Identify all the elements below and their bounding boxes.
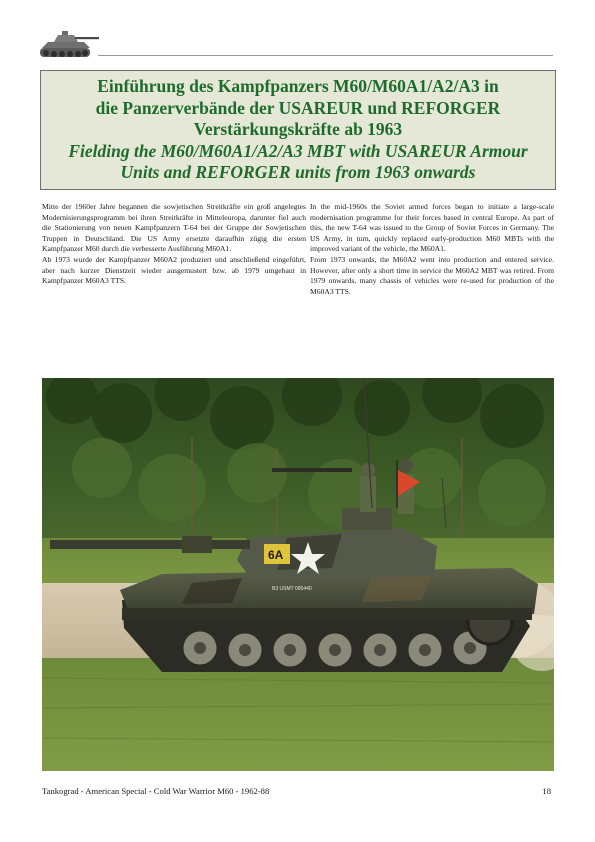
tank-photo (42, 378, 554, 771)
title-english-line-1: Fielding the M60/M60A1/A2/A3 MBT with USAREUR Armour (68, 140, 528, 161)
svg-text:B3 USMT 095440: B3 USMT 095440 (272, 586, 312, 592)
svg-text:6A: 6A (268, 548, 284, 562)
english-column (310, 202, 554, 297)
page-number: 18 (542, 786, 551, 796)
title-german-line-3: Verstärkungskräfte ab 1963 (193, 119, 403, 139)
title-box (40, 70, 556, 190)
german-paragraph-1: Mitte der 1960er Jahre begannen die sowjetischen Streitkräfte ein groß angelegtes Modernisierungsprogramm bei ihren Streitkräfte in Mitteleuropa, darunter fiel auch die Stationierung von neuen Kampfpanzern T-64 bei der Gruppe der Sowjetischen Truppen in Deutschland. Die US Army ersetzte daraufhin zügig die ersten Kampfpanzer M60 durch die verbesserte Ausführung M60A1. (42, 202, 306, 254)
title-german-line-1: Einführung des Kampfpanzers M60/M60A1/A2/A3 in (97, 76, 499, 96)
english-paragraph-1: In the mid-1960s the Soviet armed forces began to initiate a large-scale modernisation programme for their forces based in central Europe. As part of this, the new T-64 was issued to the Group of Soviet Forces in Germany. The US Army, in turn, quickly replaced early-production M60 MBTs with the improved variant of the vehicle, the M60A1. (310, 202, 554, 254)
title-german-line-2: die Panzerverbände der USAREUR und REFORGER (95, 97, 501, 118)
german-column (42, 202, 306, 287)
title-english-line-2: Units and REFORGER units from 1963 onwards (120, 162, 476, 182)
tank-icon (38, 26, 102, 62)
header-rule (98, 55, 553, 56)
english-paragraph-2: From 1973 onwards, the M60A2 went into production and entered service. However, after only a short time in service the M60A2 MBT was retired. From 1979 onwards, many chassis of vehicles were re-used for production of the M60A3 TTS. (310, 254, 554, 296)
german-paragraph-2: Ab 1973 wurde der Kampfpanzer M60A2 produziert und anschließend eingeführt, aber nach kurzer Dienstzeit wieder ausgemustert bzw. ab 1979 umgebaut in Kampfpanzer M60A3 TTS. (42, 254, 306, 286)
footer-text: Tankograd - American Special - Cold War Warrior M60 - 1962-88 (42, 786, 270, 796)
